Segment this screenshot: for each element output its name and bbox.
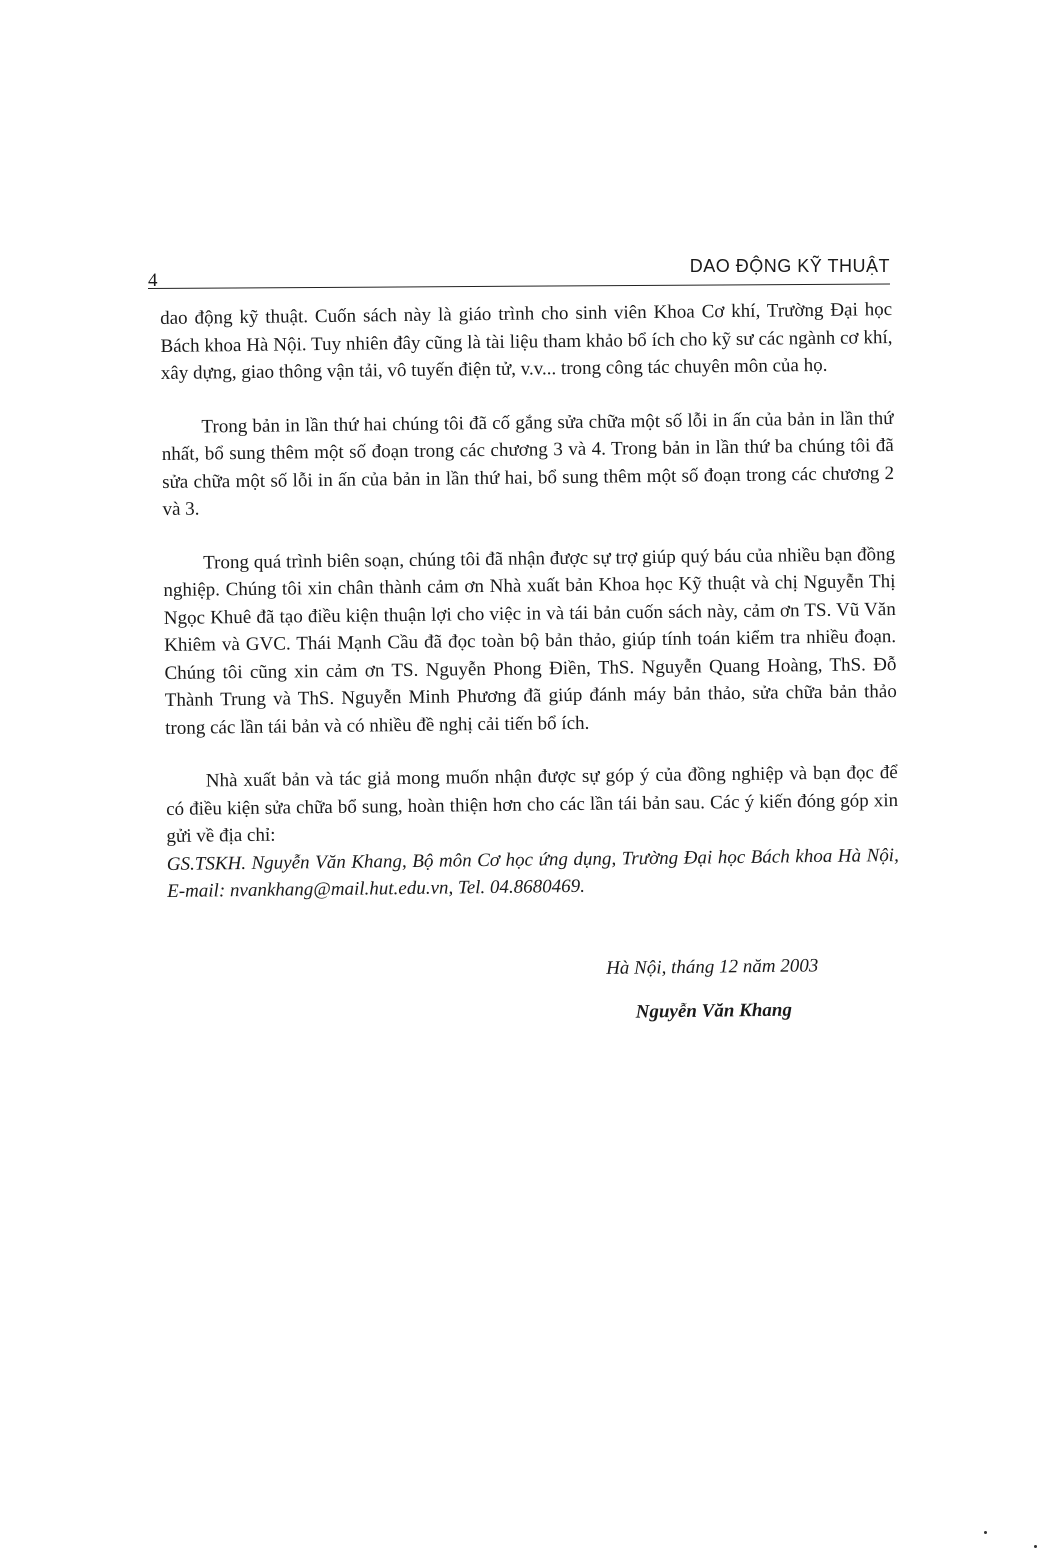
scan-speck xyxy=(984,1531,987,1534)
paragraph-feedback: Nhà xuất bản và tác giả mong muốn nhận được sự góp ý của đồng nghiệp và bạn đọc để có điều kiện sửa chữa bổ sung, hoàn thiện hơn cho các lần tái bản sau. Các ý kiến đóng góp xin gửi về địa chỉ: xyxy=(166,762,899,847)
page-number: 4 xyxy=(148,270,158,291)
author-name: Nguyễn Văn Khang xyxy=(635,999,793,1023)
place-date: Hà Nội, tháng 12 năm 2003 xyxy=(605,955,819,979)
body-text xyxy=(160,296,899,905)
paragraph-acknowledgements: Trong quá trình biên soạn, chúng tôi đã nhận được sự trợ giúp quý báu của nhiều bạn đồng nghiệp. Chúng tôi xin chân thành cảm ơn Nhà xuất bản Khoa học Kỹ thuật và chị Nguyễn Thị Ngọc Khuê đã tạo điều kiện thuận lợi cho việc in và tái bản cuốn sách này, cảm ơn TS. Vũ Văn Khiêm và GVC. Thái Mạnh Cầu đã đọc toàn bộ bản thảo, giúp tính toán kiểm tra nhiều đoạn. Chúng tôi cũng xin cảm ơn TS. Nguyễn Phong Điền, ThS. Nguyễn Quang Hoàng, ThS. Đỗ Thành Trung và ThS. Nguyễn Minh Phương đã giúp đánh máy bản thảo, sửa chữa bản thảo trong các lần tái bản và có nhiều đề nghị cải tiến bổ ích. xyxy=(163,543,897,739)
contact-address: GS.TSKH. Nguyễn Văn Khang, Bộ môn Cơ học ứng dụng, Trường Đại học Bách khoa Hà Nội, E-mail: nvankhang@mail.hut.edu.vn, Tel. 04.8680469. xyxy=(166,844,899,902)
scan-speck xyxy=(1034,1545,1037,1548)
paragraph-intro: dao động kỹ thuật. Cuốn sách này là giáo trình cho sinh viên Khoa Cơ khí, Trường Đại học Bách khoa Hà Nội. Tuy nhiên đây cũng là tài liệu tham khảo bổ ích cho kỹ sư các ngành cơ khí, xây dựng, giao thông vận tải, vô tuyến điện tử, v.v... trong công tác chuyên môn của họ. xyxy=(160,299,893,384)
paragraph-editions: Trong bản in lần thứ hai chúng tôi đã cố gắng sửa chữa một số lỗi in ấn của bản in lần thứ nhất, bổ sung thêm một số đoạn trong các chương 3 và 4. Trong bản in lần thứ ba chúng tôi đã sửa chữa một số lỗi in ấn của bản in lần thứ hai, bổ sung thêm một số đoạn trong các chương 2 và 3. xyxy=(161,407,895,520)
running-title: DAO ĐỘNG KỸ THUẬT xyxy=(689,256,890,276)
signature-block xyxy=(600,955,861,1024)
header-rule xyxy=(148,283,890,289)
